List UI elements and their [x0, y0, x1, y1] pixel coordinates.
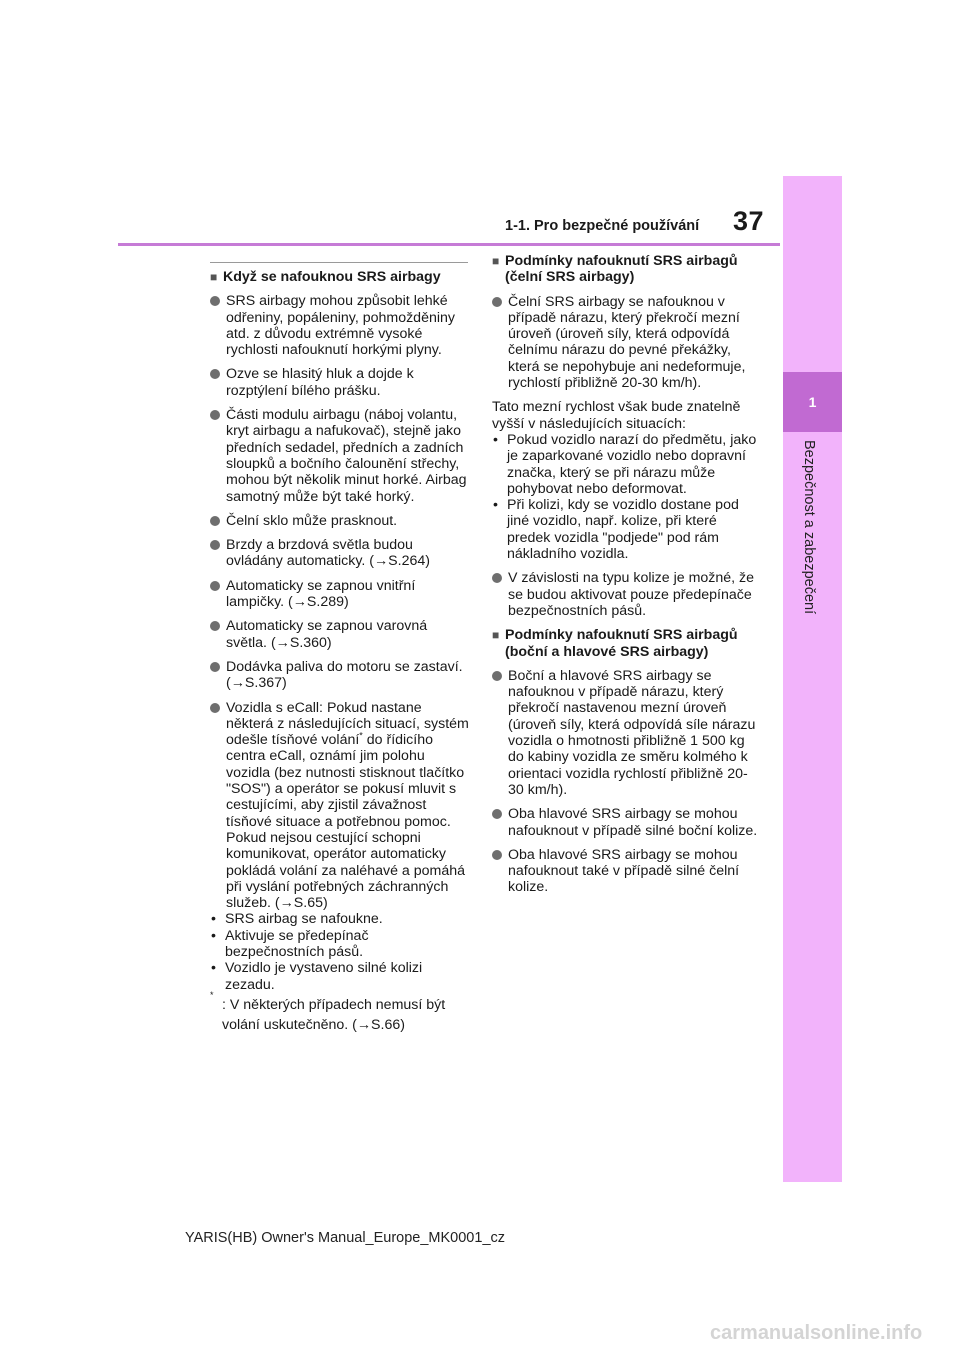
paragraph: Tato mezní rychlost však bude znatelně vyšší v následujících situacích: — [492, 399, 741, 432]
circle-bullet-icon — [210, 621, 220, 631]
ecall-sub-item: • Aktivuje se předepínač bezpečnostních pásů. — [211, 927, 369, 960]
circle-bullet-icon — [210, 703, 220, 713]
list-item: Automaticky se zapnou varovná světla. (→S.360) — [210, 618, 470, 651]
list-item: Oba hlavové SRS airbagy se mohou nafouknout také v případě silné čelní kolize. — [492, 847, 760, 896]
page-footer: YARIS(HB) Owner's Manual_Europe_MK0001_cz — [184, 1230, 506, 1246]
chapter-title: Bezpečnost a zabezpečení — [801, 440, 817, 615]
list-item: Brzdy a brzdová světla budou ovládány automaticky. (→S.264) — [210, 537, 470, 570]
circle-bullet-icon — [210, 516, 220, 526]
ecall-sub-item: • Vozidlo je vystaveno silné kolizi zezadu. — [211, 960, 423, 993]
sub-item: • Při kolizi, kdy se vozidlo dostane pod jiné vozidlo, např. kolize, při které predek vozidla "podjede" pod rám nákladního vozidla. — [493, 497, 739, 563]
ecall-item: Vozidla s eCall: Pokud nastane některá z následujících situací, systém odešle tísňové volání* do řídicího centra eCall, oznámí jim polohu vozidla (bez nutnosti stisknout tlačítko "SOS") a operátor se pokusí mluvit s cestujícími, aby zjistil závažnost tísňové situace a potřebnou pomoc. Pokud nejsou cestující schopni komunikovat, operátor automaticky pokládá volání za naléhavé a pomáhá při vyslání potřebných záchranných služeb. (→S.65) — [210, 700, 470, 912]
ecall-sub-item: • SRS airbag se nafoukne. — [211, 911, 383, 928]
circle-bullet-icon — [492, 809, 502, 819]
list-item: Části modulu airbagu (náboj volantu, kryt airbagu a nafukovač), stejně jako předních sedadel, předních a zadních sloupků a bočního čalounění střechy, mohou být několik minut horké. Airbag samotný může být také horký. — [210, 407, 470, 505]
list-item: Čelní sklo může prasknout. — [210, 513, 470, 529]
chapter-number: 1 — [808, 394, 817, 410]
header-rule — [118, 243, 780, 246]
list-item: Čelní SRS airbagy se nafouknou v případě nárazu, který překročí mezní úroveň (úroveň síly, která odpovídá čelnímu nárazu do pevné překážky, která se nepohybuje ani nedeformuje, rychlostí přibližně 20-30 km/h). — [492, 294, 760, 392]
list-item: SRS airbagy mohou způsobit lehké odřeniny, popáleniny, pohmožděniny atd. z důvodu extrémně vysoké rychlosti nafouknutí horkými plyny. — [210, 293, 470, 358]
section-title: 1-1. Pro bezpečné používání — [505, 218, 700, 234]
list-item: Boční a hlavové SRS airbagy se nafouknou v případě nárazu, který překročí nastavenou mezní úroveň (úroveň síly, která odpovídá síle nárazu vozidla o hmotnosti přibližně 1 500 kg do kabiny vozidla ze směru kolmého k orientaci vozidla rychlostí přibližně 20-30 km/h). — [492, 668, 760, 798]
right-column — [492, 253, 760, 904]
page-number: 37 — [733, 206, 765, 236]
section-heading: ■ Podmínky nafouknutí SRS airbagů (čelní SRS airbagy) — [492, 253, 738, 286]
square-bullet-icon: ■ — [210, 270, 218, 284]
circle-bullet-icon — [210, 296, 220, 306]
circle-bullet-icon — [210, 410, 220, 420]
chapter-side-tab — [783, 176, 842, 1182]
watermark: carmanualsonline.info — [710, 1322, 923, 1344]
circle-bullet-icon — [492, 850, 502, 860]
circle-bullet-icon — [210, 662, 220, 672]
section-heading: ■ Podmínky nafouknutí SRS airbagů (boční a hlavové SRS airbagy) — [492, 627, 738, 660]
circle-bullet-icon — [210, 581, 220, 591]
circle-bullet-icon — [492, 297, 502, 307]
circle-bullet-icon — [210, 540, 220, 550]
column-divider — [210, 262, 468, 263]
left-column — [210, 262, 470, 1035]
list-item: Ozve se hlasitý hluk a dojde k rozptýlení bílého prášku. — [210, 366, 470, 399]
square-bullet-icon: ■ — [492, 254, 500, 268]
list-item: Oba hlavové SRS airbagy se mohou nafouknout v případě silné boční kolize. — [492, 806, 760, 839]
sub-item: • Pokud vozidlo narazí do předmětu, jako je zaparkované vozidlo nebo dopravní značka, který se při nárazu může pohybovat nebo deformovat. — [493, 431, 757, 497]
chapter-number-box[interactable] — [783, 372, 842, 432]
footnote: * : V některých případech nemusí být volání uskutečněno. (→S.66) — [210, 989, 446, 1033]
circle-bullet-icon — [492, 671, 502, 681]
circle-bullet-icon — [210, 369, 220, 379]
section-heading: ■ Když se nafouknou SRS airbagy — [210, 269, 441, 285]
square-bullet-icon: ■ — [492, 628, 500, 643]
list-item: Dodávka paliva do motoru se zastaví. (→S.367) — [210, 659, 470, 692]
list-item: V závislosti na typu kolize je možné, že se budou aktivovat pouze předepínače bezpečnostních pásů. — [492, 570, 760, 619]
list-item: Automaticky se zapnou vnitřní lampičky. (→S.289) — [210, 578, 470, 611]
circle-bullet-icon — [492, 573, 502, 583]
